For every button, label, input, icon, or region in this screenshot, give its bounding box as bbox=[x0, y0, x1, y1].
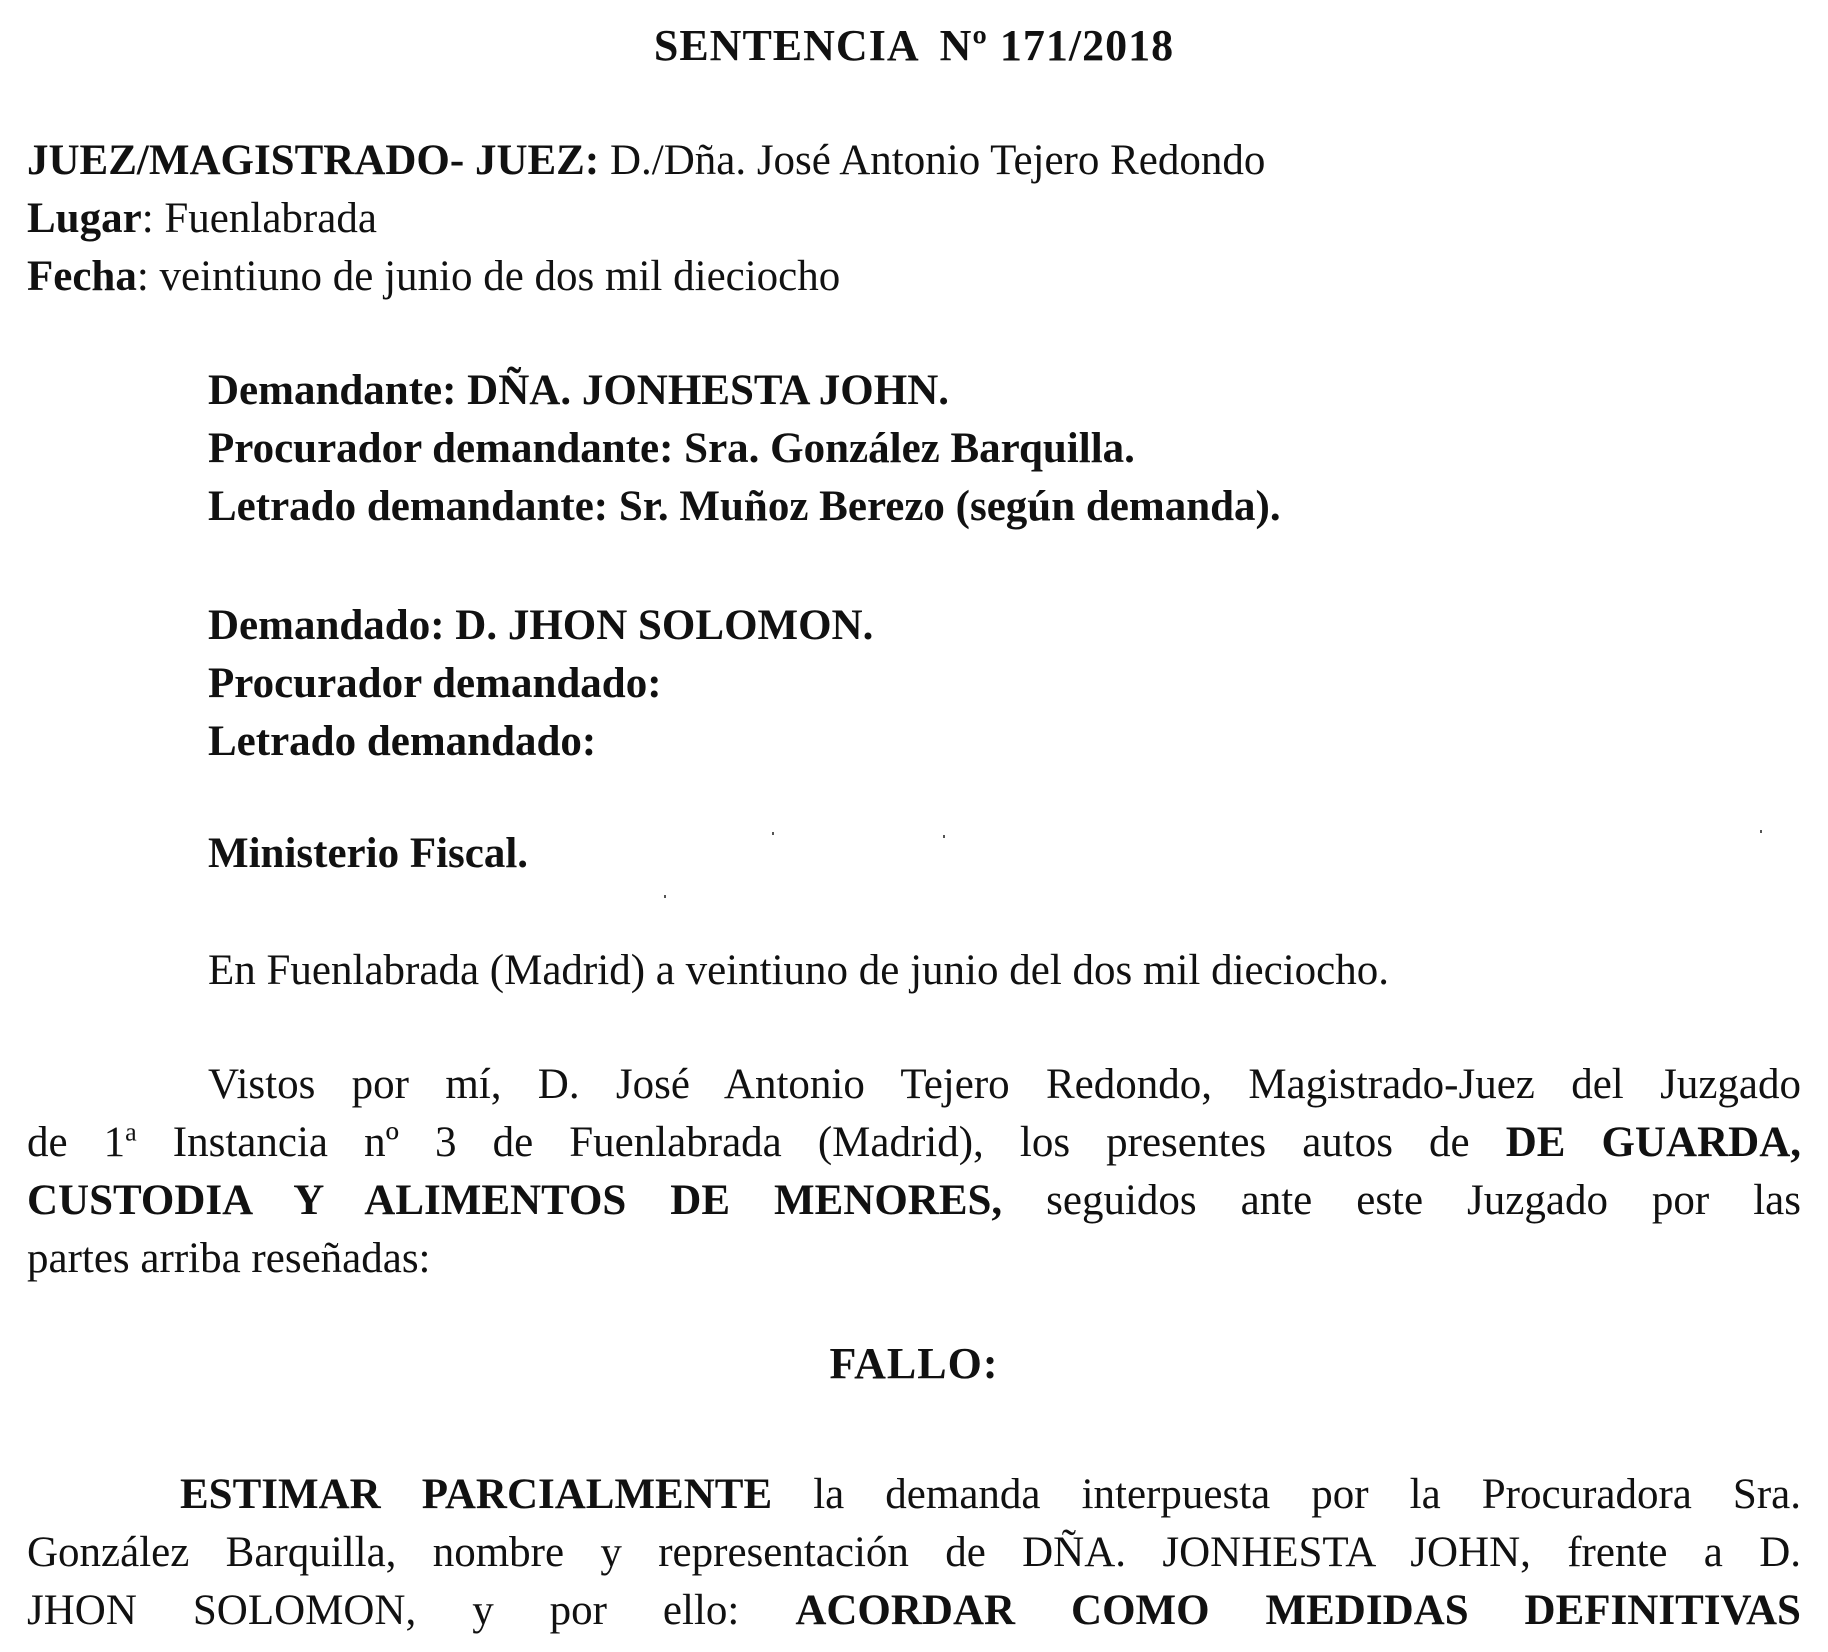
fallo-line-3 bbox=[27, 1582, 1801, 1640]
vistos-line-1: Vistos por mí, D. José Antonio Tejero Redondo, Magistrado-Juez del Juzgado bbox=[208, 1061, 1801, 1108]
scan-speck bbox=[664, 895, 666, 898]
date-value: : veintiuno de junio de dos mil dieciocho bbox=[136, 253, 841, 300]
fallo-line-1-bold: ESTIMAR PARCIALMENTE bbox=[180, 1471, 773, 1518]
vistos-line-3-bold: CUSTODIA Y ALIMENTOS DE MENORES, bbox=[27, 1177, 1003, 1224]
place-label: Lugar bbox=[27, 195, 142, 242]
fallo-line-3-bold: ACORDAR COMO MEDIDAS DEFINITIVAS bbox=[795, 1587, 1801, 1634]
plaintiff-lawyer-line: Letrado demandante: Sr. Muñoz Berezo (según demanda). bbox=[208, 483, 1281, 530]
fallo-line-3-a: JHON SOLOMON, y por ello: bbox=[27, 1587, 796, 1634]
vistos-paragraph bbox=[27, 1056, 1801, 1288]
scan-speck bbox=[943, 835, 945, 838]
fallo-line-1-rest: la demanda interpuesta por la Procuradora Sra. bbox=[772, 1471, 1802, 1518]
fallo-line-1 bbox=[27, 1466, 1801, 1524]
plaintiff-procurator-line: Procurador demandante: Sra. González Barquilla. bbox=[208, 425, 1135, 472]
place-date-line: En Fuenlabrada (Madrid) a veintiuno de junio del dos mil dieciocho. bbox=[208, 947, 1390, 994]
place-line bbox=[27, 190, 377, 248]
vistos-line-2 bbox=[27, 1114, 1801, 1172]
place-value: : Fuenlabrada bbox=[141, 195, 377, 242]
title-number: Nº 171/2018 bbox=[939, 21, 1175, 70]
defendant-procurator-line: Procurador demandado: bbox=[208, 660, 662, 707]
scan-speck bbox=[772, 832, 774, 835]
vistos-line-3 bbox=[27, 1172, 1801, 1230]
judge-label: JUEZ/MAGISTRADO- JUEZ: bbox=[27, 137, 600, 184]
document-title bbox=[0, 18, 1828, 74]
vistos-line-2-a: de 1 bbox=[27, 1119, 126, 1166]
judge-line bbox=[27, 132, 1265, 190]
plaintiff-line: Demandante: DÑA. JONHESTA JOHN. bbox=[208, 367, 949, 414]
scan-speck bbox=[1760, 830, 1762, 833]
vistos-line-2-b: Instancia nº 3 de Fuenlabrada (Madrid), los presentes autos de bbox=[136, 1119, 1506, 1166]
vistos-line-4: partes arriba reseñadas: bbox=[27, 1235, 431, 1282]
fallo-heading: FALLO: bbox=[829, 1339, 999, 1388]
vistos-line-3-rest: seguidos ante este Juzgado por las bbox=[1002, 1177, 1801, 1224]
judge-value: D./Dña. José Antonio Tejero Redondo bbox=[599, 137, 1266, 184]
vistos-line-2-bold: DE GUARDA, bbox=[1505, 1119, 1801, 1166]
prosecutor-line: Ministerio Fiscal. bbox=[208, 830, 529, 877]
defendant-line: Demandado: D. JHON SOLOMON. bbox=[208, 602, 874, 649]
fallo-paragraph bbox=[27, 1466, 1801, 1640]
date-label: Fecha bbox=[27, 253, 137, 300]
defendant-lawyer-line: Letrado demandado: bbox=[208, 718, 597, 765]
title-label: SENTENCIA bbox=[653, 21, 920, 70]
date-line bbox=[27, 248, 840, 306]
fallo-line-2: González Barquilla, nombre y representación de DÑA. JONHESTA JOHN, frente a D. bbox=[27, 1529, 1801, 1576]
vistos-line-2-sup: a bbox=[125, 1117, 137, 1147]
